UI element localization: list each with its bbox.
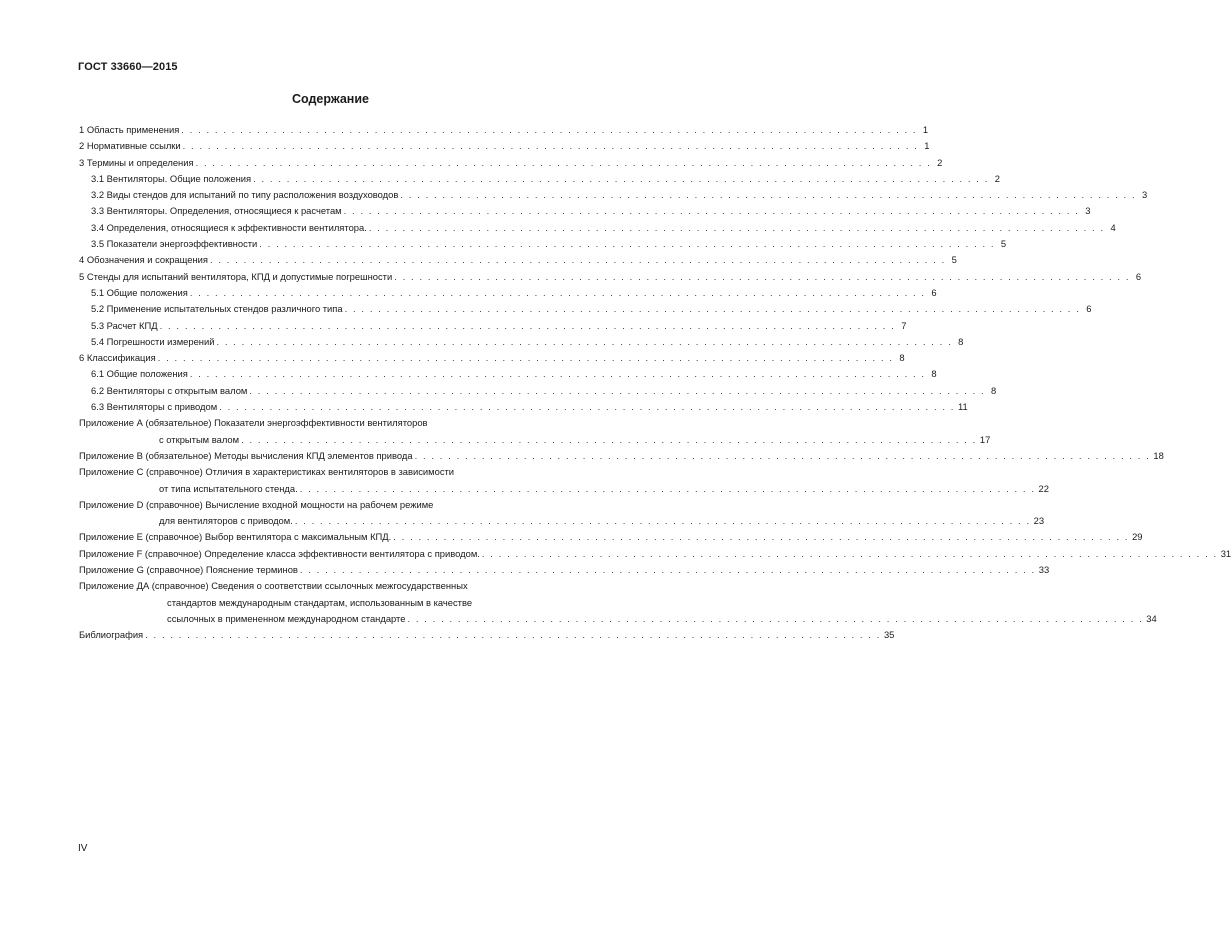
toc-entry[interactable] (79, 529, 1143, 545)
toc-entry-title: 3.1 Вентиляторы. Общие положения (91, 172, 252, 184)
dot-leader: . . . . . . . . . . . . . . . . . . . . . . . . . . . . . . . . . . . . . . . . . . . . . . . . . . . . . . . . . . . . . . . . . . . . . . . . . . . . . . . . . . . . . . . . (189, 286, 926, 298)
toc-entry-title-line: Приложение ДА (справочное) Сведения о соответствии ссылочных межгосударственных (79, 580, 468, 592)
dot-leader: . . . . . . . . . . . . . . . . . . . . . . . . . . . . . . . . . . . . . . . . . . . . . . . . . . . . . . . . . . . . . . . . . . . . . . . . . . . . . . . . . . . . . . . . (249, 384, 986, 396)
toc-entry[interactable] (79, 383, 997, 399)
toc-entry-page: 2 (994, 172, 1000, 184)
toc-entry[interactable] (79, 562, 1050, 578)
toc-entry[interactable] (79, 334, 964, 350)
toc-entry-page: 4 (1110, 221, 1116, 233)
dot-leader: . . . . . . . . . . . . . . . . . . . . . . . . . . . . . . . . . . . . . . . . . . . . . . . . . . . . . . . . . . . . . . . . . . . . . . . . . . . . . . . . . . . . . . . . (216, 335, 953, 347)
toc-entry[interactable] (79, 285, 937, 301)
toc-entry[interactable] (79, 252, 957, 268)
toc-entry-title-line: Приложение С (справочное) Отличия в характеристиках вентиляторов в зависимости (79, 466, 455, 478)
toc-entry-page: 29 (1132, 531, 1143, 543)
page-number: IV (78, 843, 88, 854)
dot-leader: . . . . . . . . . . . . . . . . . . . . . . . . . . . . . . . . . . . . . . . . . . . . . . . . . . . . . . . . . . . . . . . . . . . . . . . . . . . . . . . . . . . . . . . . (195, 156, 932, 168)
toc-entry[interactable] (79, 236, 1007, 252)
toc-entry[interactable] (79, 546, 1231, 562)
toc-entry-title: 6 Классификация (79, 352, 156, 364)
toc-entry-title-line: Приложение D (справочное) Вычисление входной мощности на рабочем режиме (79, 498, 434, 510)
toc-entry-page: 31 (1220, 547, 1231, 559)
toc-entry-title-line: стандартов международным стандартам, использованным в качестве (167, 596, 473, 608)
toc-entry[interactable] (79, 448, 1164, 464)
toc-entry[interactable] (79, 497, 1045, 530)
toc-entry-title: 3.2 Виды стендов для испытаний по типу расположения воздуховодов (91, 189, 399, 201)
table-of-contents (79, 122, 1231, 644)
toc-entry-title: 5.4 Погрешности измерений (91, 335, 215, 347)
dot-leader: . . . . . . . . . . . . . . . . . . . . . . . . . . . . . . . . . . . . . . . . . . . . . . . . . . . . . . . . . . . . . . . . . . . . . . . . . . . . . . . . . . . . . . . . (259, 238, 996, 250)
toc-entry-title: 6.1 Общие положения (91, 368, 188, 380)
dot-leader: . . . . . . . . . . . . . . . . . . . . . . . . . . . . . . . . . . . . . . . . . . . . . . . . . . . . . . . . . . . . . . . . . . . . . . . . . . . . . . . . . . . . . . . . (241, 433, 977, 445)
toc-entry[interactable] (79, 464, 1049, 497)
page-title: Содержание (291, 92, 369, 106)
toc-entry-title: 2 Нормативные ссылки (79, 140, 181, 152)
toc-entry-page: 3 (1141, 189, 1148, 201)
toc-entry-title: 5.2 Применение испытательных стендов различного типа (91, 303, 343, 315)
toc-entry-title: ссылочных в примененном международном стандарте (167, 612, 406, 624)
toc-entry[interactable] (79, 138, 930, 154)
toc-entry-title: 4 Обозначения и сокращения (79, 254, 208, 266)
toc-entry-page: 33 (1038, 564, 1050, 576)
toc-entry[interactable] (79, 155, 943, 171)
toc-entry-page: 3 (1085, 205, 1091, 217)
toc-entry[interactable] (79, 122, 929, 138)
toc-entry-title: 3.5 Показатели энергоэффективности (91, 238, 258, 250)
toc-entry-title: 1 Область применения (79, 124, 180, 135)
toc-entry[interactable] (79, 318, 907, 334)
toc-entry-title: 3.4 Определения, относящиеся к эффективности вентилятора. (91, 221, 367, 233)
toc-entry-page: 8 (958, 335, 964, 347)
toc-entry-title: Приложение Е (справочное) Выбор вентилятора с максимальным КПД. (79, 531, 392, 543)
toc-entry-title: для вентиляторов с приводом. (159, 515, 293, 527)
toc-entry[interactable] (79, 627, 895, 643)
dot-leader: . . . . . . . . . . . . . . . . . . . . . . . . . . . . . . . . . . . . . . . . . . . . . . . . . . . . . . . . . . . . . . . . . . . . . . . . . . . . . . . . . . . . . . . . (368, 221, 1105, 233)
dot-leader: . . . . . . . . . . . . . . . . . . . . . . . . . . . . . . . . . . . . . . . . . . . . . . . . . . . . . . . . . . . . . . . . . . . . . . . . . . . . . . . . . . . . . . . . (299, 482, 1036, 494)
toc-entry[interactable] (79, 171, 1000, 187)
toc-entry-title: 6.2 Вентиляторы с открытым валом (91, 384, 248, 396)
toc-entry-title: Приложение В (обязательное) Методы вычисления КПД элементов привода (79, 449, 413, 461)
dot-leader: . . . . . . . . . . . . . . . . . . . . . . . . . . . . . . . . . . . . . . . . . . . . . . . . . . . . . . . . . . . . . . . . . . . . . . . . . . . . . . . . . . . . . . . . (145, 629, 881, 641)
dot-leader: . . . . . . . . . . . . . . . . . . . . . . . . . . . . . . . . . . . . . . . . . . . . . . . . . . . . . . . . . . . . . . . . . . . . . . . . . . . . . . . . . . . . . . . . (407, 612, 1144, 624)
toc-entry[interactable] (79, 203, 1091, 219)
toc-entry-title: 5 Стенды для испытаний вентилятора, КПД и допустимые погрешности (79, 270, 393, 282)
toc-entry[interactable] (79, 187, 1148, 203)
toc-entry-title: 5.3 Расчет КПД (91, 319, 158, 331)
dot-leader: . . . . . . . . . . . . . . . . . . . . . . . . . . . . . . . . . . . . . . . . . . . . . . . . . . . . . . . . . . . . . . . . . . . . . . . . . . . . . . . . . . . . . . . . (393, 531, 1130, 543)
toc-entry-page: 1 (924, 140, 930, 152)
toc-entry[interactable] (79, 366, 937, 382)
toc-entry-page: 22 (1038, 482, 1049, 494)
toc-entry-title: 5.1 Общие положения (91, 286, 188, 298)
toc-entry-title: с открытым валом (159, 433, 240, 445)
toc-entry-title: 3.3 Вентиляторы. Определения, относящиеся к расчетам (91, 205, 342, 217)
toc-entry-title: 6.3 Вентиляторы с приводом (91, 401, 218, 413)
toc-entry[interactable] (79, 269, 1142, 285)
toc-entry[interactable] (79, 301, 1092, 317)
toc-entry-title: Приложение F (справочное) Определение класса эффективности вентилятора с приводом. (79, 547, 480, 559)
dot-leader: . . . . . . . . . . . . . . . . . . . . . . . . . . . . . . . . . . . . . . . . . . . . . . . . . . . . . . . . . . . . . . . . . . . . . . . . . . . . . . . . . . . . . . . . (181, 124, 918, 135)
dot-leader: . . . . . . . . . . . . . . . . . . . . . . . . . . . . . . . . . . . . . . . . . . . . . . . . . . . . . . . . . . . . . . . . . . . . . . . . . . . . . . . . . . . . . . . . (209, 254, 946, 266)
toc-entry-page: 34 (1146, 612, 1157, 624)
toc-entry-page: 2 (937, 156, 943, 168)
dot-leader: . . . . . . . . . . . . . . . . . . . . . . . . . . . . . . . . . . . . . . . . . . . . . . . . . . . . . . . . . . . . . . . . . . . . . . . . . . . . . . . . . . . . . . . . (400, 189, 1137, 201)
toc-entry-page: 6 (1135, 270, 1142, 282)
document-code: ГОСТ 33660—2015 (78, 61, 178, 73)
toc-entry-title-line: Приложение А (обязательное) Показатели энергоэффективности вентиляторов (79, 417, 428, 429)
toc-entry-page: 7 (901, 319, 907, 331)
dot-leader: . . . . . . . . . . . . . . . . . . . . . . . . . . . . . . . . . . . . . . . . . . . . . . . . . . . . . . . . . . . . . . . . . . . . . . . . . . . . . . . . . . . . . . . . (157, 352, 894, 364)
dot-leader: . . . . . . . . . . . . . . . . . . . . . . . . . . . . . . . . . . . . . . . . . . . . . . . . . . . . . . . . . . . . . . . . . . . . . . . . . . . . . . . . . . . . . . . . (343, 205, 1080, 217)
dot-leader: . . . . . . . . . . . . . . . . . . . . . . . . . . . . . . . . . . . . . . . . . . . . . . . . . . . . . . . . . . . . . . . . . . . . . . . . . . . . . . . . . . . . . . . . (219, 401, 955, 413)
dot-leader: . . . . . . . . . . . . . . . . . . . . . . . . . . . . . . . . . . . . . . . . . . . . . . . . . . . . . . . . . . . . . . . . . . . . . . . . . . . . . . . . . . . . . . . . (481, 547, 1218, 559)
dot-leader: . . . . . . . . . . . . . . . . . . . . . . . . . . . . . . . . . . . . . . . . . . . . . . . . . . . . . . . . . . . . . . . . . . . . . . . . . . . . . . . . . . . . . . . . (414, 449, 1151, 461)
dot-leader: . . . . . . . . . . . . . . . . . . . . . . . . . . . . . . . . . . . . . . . . . . . . . . . . . . . . . . . . . . . . . . . . . . . . . . . . . . . . . . . . . . . . . . . . (394, 270, 1131, 282)
dot-leader: . . . . . . . . . . . . . . . . . . . . . . . . . . . . . . . . . . . . . . . . . . . . . . . . . . . . . . . . . . . . . . . . . . . . . . . . . . . . . . . . . . . . . . . . (189, 368, 926, 380)
toc-entry-title: 3 Термины и определения (79, 156, 194, 168)
toc-entry-page: 6 (931, 286, 937, 298)
toc-entry-title: Приложение G (справочное) Пояснение терминов (79, 564, 298, 576)
toc-entry-page: 11 (957, 401, 968, 413)
dot-leader: . . . . . . . . . . . . . . . . . . . . . . . . . . . . . . . . . . . . . . . . . . . . . . . . . . . . . . . . . . . . . . . . . . . . . . . . . . . . . . . . . . . . . . . . (253, 172, 989, 184)
toc-entry-page: 5 (951, 254, 957, 266)
toc-entry-page: 17 (979, 433, 991, 445)
toc-entry[interactable] (79, 578, 1157, 627)
toc-entry-page: 23 (1033, 515, 1045, 527)
dot-leader: . . . . . . . . . . . . . . . . . . . . . . . . . . . . . . . . . . . . . . . . . . . . . . . . . . . . . . . . . . . . . . . . . . . . . . . . . . . . . . . . . . . . . . . . (182, 140, 919, 152)
toc-entry-page: 6 (1086, 303, 1092, 315)
toc-entry-title: Библиография (79, 629, 144, 641)
toc-entry[interactable] (79, 399, 968, 415)
toc-entry-page: 35 (883, 629, 895, 641)
toc-entry[interactable] (79, 350, 905, 366)
dot-leader: . . . . . . . . . . . . . . . . . . . . . . . . . . . . . . . . . . . . . . . . . . . . . . . . . . . . . . . . . . . . . . . . . . . . . . . . . . . . . . . . . . . . . . . . (159, 319, 896, 331)
dot-leader: . . . . . . . . . . . . . . . . . . . . . . . . . . . . . . . . . . . . . . . . . . . . . . . . . . . . . . . . . . . . . . . . . . . . . . . . . . . . . . . . . . . . . . . . (299, 564, 1036, 576)
toc-entry-page: 8 (899, 352, 905, 364)
toc-entry-page: 8 (931, 368, 937, 380)
toc-entry-page: 5 (1000, 238, 1007, 250)
dot-leader: . . . . . . . . . . . . . . . . . . . . . . . . . . . . . . . . . . . . . . . . . . . . . . . . . . . . . . . . . . . . . . . . . . . . . . . . . . . . . . . . . . . . . . . . (294, 515, 1031, 527)
toc-entry-page: 18 (1153, 449, 1164, 461)
toc-entry[interactable] (79, 415, 991, 448)
dot-leader: . . . . . . . . . . . . . . . . . . . . . . . . . . . . . . . . . . . . . . . . . . . . . . . . . . . . . . . . . . . . . . . . . . . . . . . . . . . . . . . . . . . . . . . . (344, 303, 1081, 315)
toc-entry-title: от типа испытательного стенда. (159, 482, 298, 494)
toc-entry-page: 1 (922, 124, 929, 135)
toc-entry[interactable] (79, 220, 1116, 236)
toc-entry-page: 8 (990, 384, 997, 396)
